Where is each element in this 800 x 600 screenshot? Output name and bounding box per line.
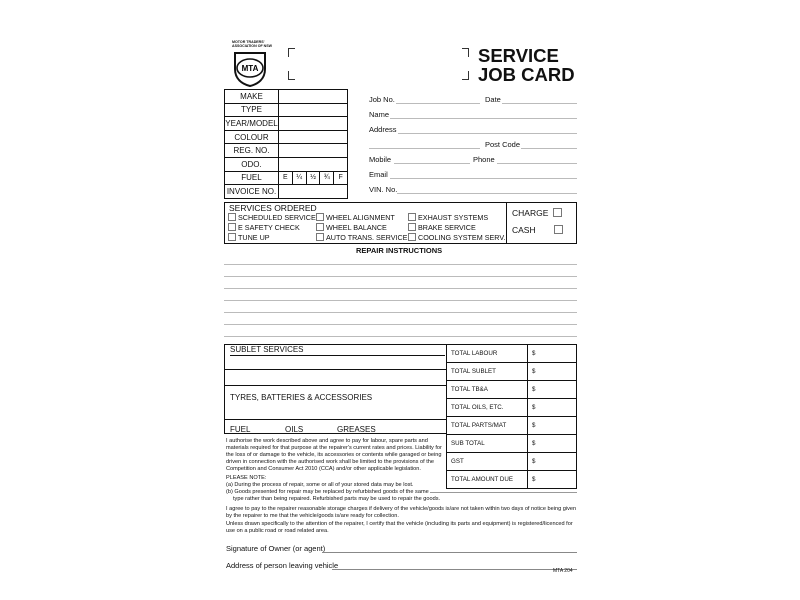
title-line-1: SERVICE (478, 45, 559, 66)
totals-row (447, 417, 577, 435)
address-field[interactable] (398, 133, 577, 134)
service-label: E SAFETY CHECK (238, 223, 300, 232)
phone-field[interactable] (497, 163, 577, 164)
address-leaving-label: Address of person leaving vehicle (226, 561, 339, 570)
vehicle-row (225, 90, 348, 104)
crop-mark-top-left (288, 48, 295, 57)
fuel-gauge (279, 171, 348, 185)
fuel-row (225, 171, 348, 185)
tyres-label: TYRES, BATTERIES & ACCESSORIES (230, 393, 373, 402)
total-amount-due-field[interactable]: $ (528, 471, 577, 489)
crop-mark-top-right (462, 48, 469, 57)
service-option[interactable] (408, 233, 505, 242)
mta-logo-icon (230, 49, 270, 87)
checkbox[interactable] (408, 223, 416, 231)
checkbox[interactable] (228, 223, 236, 231)
service-option[interactable] (408, 213, 488, 222)
totals-label: SUB TOTAL (447, 435, 528, 453)
logo-caption-1: MOTOR TRADERS' (232, 40, 265, 44)
address-line-2-field[interactable] (369, 148, 480, 149)
note-b-line-2: type rather than being repaired. Refurbished parts may be used to repair the goods. (233, 496, 441, 502)
totals-label: TOTAL TB&A (447, 381, 528, 399)
note-b-line-1: (b) Goods presented for repair may be replaced by refurbished goods of the same (226, 489, 429, 495)
sublet-services-field[interactable] (230, 355, 445, 356)
storage-charges-text: I agree to pay to the repairer reasonable storage charges if delivery of the vehicle/goods is/are not taken within two days of notice being given by the repairer to me that the vehicle/goods is/are ready for collection. (226, 506, 577, 519)
repair-line[interactable] (224, 324, 577, 325)
vehicle-label: ODO. (225, 157, 279, 171)
checkbox[interactable] (408, 213, 416, 221)
fuel-label: FUEL (230, 425, 251, 434)
total-oils-field[interactable]: $ (528, 399, 577, 417)
totals-label: TOTAL LABOUR (447, 345, 528, 363)
make-field[interactable] (279, 90, 348, 104)
vehicle-label: MAKE (225, 90, 279, 104)
crop-mark-bottom-left (288, 71, 295, 80)
totals-label: TOTAL AMOUNT DUE (447, 471, 528, 489)
cash-label: CASH (512, 225, 536, 235)
form-code: MTA 204 (553, 568, 573, 574)
logo (228, 40, 274, 86)
vehicle-label: COLOUR (225, 130, 279, 144)
sublet-divider (224, 369, 447, 370)
address-label: Address (369, 125, 397, 134)
sublet-box (224, 344, 447, 434)
fuel-label: FUEL (225, 171, 279, 185)
oils-label: OILS (285, 425, 304, 434)
divider (430, 492, 577, 493)
job-no-field[interactable] (396, 103, 480, 104)
address-leaving-field[interactable] (332, 569, 577, 570)
repair-line[interactable] (224, 264, 577, 265)
email-label: Email (369, 170, 388, 179)
service-option[interactable] (408, 223, 476, 232)
total-labour-field[interactable]: $ (528, 345, 577, 363)
vehicle-row (225, 144, 348, 158)
registration-certification-text: Unless drawn specifically to the attention of the repairer, I certify that the vehicle (including its parts and equipment) is registered/licenced for use on a public road or road related area. (226, 521, 573, 534)
please-note-heading: PLEASE NOTE: (226, 475, 267, 481)
owner-signature-label: Signature of Owner (or agent) (226, 544, 326, 553)
fuel-level-option[interactable]: ¼ (292, 172, 306, 185)
page-title (478, 46, 575, 84)
total-tba-field[interactable]: $ (528, 381, 577, 399)
gst-field[interactable]: $ (528, 453, 577, 471)
repair-instructions-heading: REPAIR INSTRUCTIONS (356, 246, 443, 255)
service-option[interactable] (228, 223, 300, 232)
sub-total-field[interactable]: $ (528, 435, 577, 453)
service-label: AUTO TRANS. SERVICE (326, 233, 408, 242)
name-field[interactable] (390, 118, 577, 119)
totals-table (446, 344, 577, 489)
logo-caption-2: ASSOCIATION OF NSW (232, 44, 273, 48)
vehicle-row (225, 185, 348, 199)
total-parts-field[interactable]: $ (528, 417, 577, 435)
totals-row (447, 435, 577, 453)
fuel-level-option[interactable]: E (279, 172, 292, 185)
charge-checkbox[interactable] (553, 208, 562, 217)
title-line-2: JOB CARD (478, 64, 575, 85)
service-label: EXHAUST SYSTEMS (418, 213, 489, 222)
mobile-label: Mobile (369, 155, 392, 164)
post-code-field[interactable] (521, 148, 577, 149)
repair-line[interactable] (224, 312, 577, 313)
type-field[interactable] (279, 103, 348, 117)
service-label: BRAKE SERVICE (418, 223, 476, 232)
checkbox[interactable] (228, 213, 236, 221)
greases-label: GREASES (337, 425, 376, 434)
service-label: COOLING SYSTEM SERV. (418, 233, 506, 242)
svg-text:MTA: MTA (241, 64, 259, 73)
vehicle-label: YEAR/MODEL (225, 117, 279, 131)
vehicle-row (225, 157, 348, 171)
sublet-services-label: SUBLET SERVICES (230, 345, 304, 354)
totals-row (447, 381, 577, 399)
payment-divider (506, 203, 507, 243)
year-model-field[interactable] (279, 117, 348, 131)
total-sublet-field[interactable]: $ (528, 363, 577, 381)
invoice-no-field[interactable] (279, 185, 348, 199)
colour-field[interactable] (279, 130, 348, 144)
service-label: WHEEL BALANCE (326, 223, 387, 232)
name-label: Name (369, 110, 390, 119)
reg-no-field[interactable] (279, 144, 348, 158)
vehicle-label: TYPE (225, 103, 279, 117)
vehicle-row (225, 130, 348, 144)
vehicle-label: REG. NO. (225, 144, 279, 158)
checkbox[interactable] (316, 213, 324, 221)
sublet-divider (224, 419, 447, 420)
totals-label: TOTAL OILS, ETC. (447, 399, 528, 417)
checkbox[interactable] (316, 233, 324, 241)
vehicle-row (225, 117, 348, 131)
repair-line[interactable] (224, 276, 577, 277)
mobile-field[interactable] (394, 163, 470, 164)
note-a: (a) During the process of repair, some or all of your stored data may be lost. (226, 482, 414, 488)
charge-label: CHARGE (512, 208, 549, 218)
odo-field[interactable] (279, 157, 348, 171)
totals-row (447, 453, 577, 471)
vehicle-details-table (224, 89, 348, 199)
email-field[interactable] (390, 178, 577, 179)
totals-label: TOTAL SUBLET (447, 363, 528, 381)
post-code-label: Post Code (485, 140, 521, 149)
service-option[interactable] (316, 223, 387, 232)
repair-line[interactable] (224, 336, 577, 337)
owner-signature-field[interactable] (322, 552, 577, 553)
checkbox[interactable] (228, 233, 236, 241)
vin-field[interactable] (397, 193, 577, 194)
service-label: WHEEL ALIGNMENT (326, 213, 395, 222)
cash-option[interactable] (512, 225, 565, 235)
authorisation-text: I authorise the work described above and agree to pay for labour, spare parts and materials required for that purpose at the repairer's current rates and prices. Liability for the loss of or damage to the vehicle, its accessories or contents while garaged or being driven in connection with the authorised work shall be limited to the provisions of the Competition and Consumer Act 2010 (CCA) and/or other applicable legislation. (226, 438, 442, 472)
checkbox[interactable] (316, 223, 324, 231)
vehicle-row (225, 103, 348, 117)
job-no-label: Job No. (369, 95, 395, 104)
repair-line[interactable] (224, 300, 577, 301)
totals-label: GST (447, 453, 528, 471)
service-label: SCHEDULED SERVICE (238, 213, 316, 222)
service-label: TUNE UP (238, 233, 270, 242)
crop-mark-bottom-right (462, 71, 469, 80)
vin-label: VIN. No. (369, 185, 398, 194)
totals-row (447, 399, 577, 417)
phone-label: Phone (473, 155, 495, 164)
services-heading: SERVICES ORDERED (229, 203, 317, 213)
service-option[interactable] (228, 233, 270, 242)
cash-checkbox[interactable] (554, 225, 563, 234)
fuel-level-option[interactable]: ¾ (320, 172, 334, 185)
invoice-label: INVOICE NO. (225, 185, 279, 199)
fuel-level-option[interactable]: ½ (306, 172, 320, 185)
service-option[interactable] (316, 233, 407, 242)
fuel-level-option[interactable]: F (338, 174, 343, 182)
totals-row (447, 363, 577, 381)
totals-label: TOTAL PARTS/MAT (447, 417, 528, 435)
service-option[interactable] (316, 213, 395, 222)
date-label: Date (485, 95, 501, 104)
totals-row (447, 345, 577, 363)
service-option[interactable] (228, 213, 316, 222)
checkbox[interactable] (408, 233, 416, 241)
repair-line[interactable] (224, 288, 577, 289)
date-field[interactable] (502, 103, 577, 104)
sublet-divider (224, 385, 447, 386)
charge-option[interactable] (512, 208, 564, 218)
